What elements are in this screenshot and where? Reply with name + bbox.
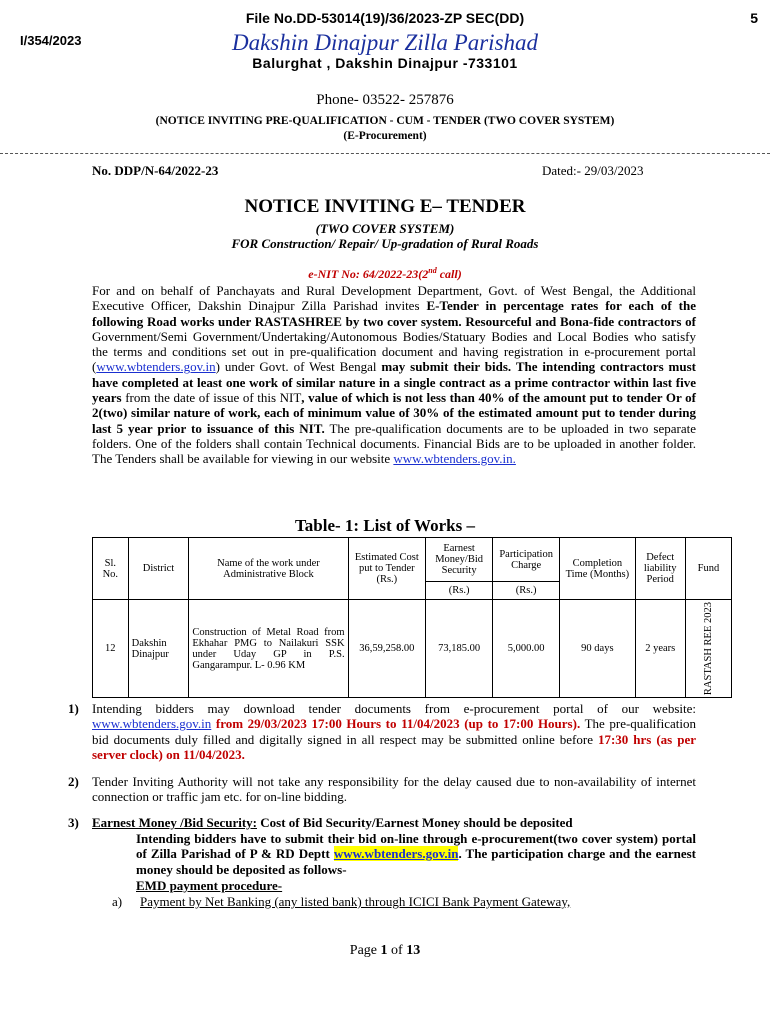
item-number-3: 3) [68, 815, 79, 830]
file-number: File No.DD-53014(19)/36/2023-ZP SEC(DD) [245, 10, 525, 26]
wbtenders-link[interactable]: www.wbtenders.gov.in [96, 359, 216, 375]
header-earnest-money: Earnest Money/Bid Security [426, 538, 493, 582]
header-sl-no: Sl. No. [93, 538, 129, 600]
subtitle-system: (TWO COVER SYSTEM) [315, 221, 455, 236]
item-3-heading: Earnest Money /Bid Security: Cost of Bid Security/Earnest Money should be deposited [92, 815, 573, 830]
cell-estimated-cost: 36,59,258.00 [348, 600, 426, 698]
header-divider [0, 153, 770, 154]
cell-participation-charge: 5,000.00 [493, 600, 560, 698]
item-number-1: 1) [68, 701, 79, 716]
header-participation-charge: Participation Charge [493, 538, 560, 582]
item-letter-a: a) [112, 894, 123, 909]
cell-sl-no: 12 [93, 600, 129, 698]
subtitle-purpose: FOR Construction/ Repair/ Up-gradation of Rural Roads [231, 236, 539, 251]
page-footer: Page 1 of 13 [349, 943, 421, 958]
wbtenders-link-2[interactable]: www.wbtenders.gov.in. [393, 451, 516, 467]
header-fund: Fund [685, 538, 731, 600]
cell-defect-liability: 2 years [635, 600, 685, 698]
phone-number: Phone- 03522- 257876 [316, 92, 454, 108]
cell-district: Dakshin Dinajpur [128, 600, 189, 698]
page-title: NOTICE INVITING E– TENDER [244, 196, 526, 217]
header-district: District [128, 538, 189, 600]
table-title: Table- 1: List of Works – [295, 516, 475, 535]
intro-paragraph: For and on behalf of Panchayats and Rural Development Department, Govt. of West Bengal, the Additional Executive Officer, Dakshin Dinajpur Zilla Parishad invites E-Tender in percentage rates for each of the following Road works under RASTASHREE by two cover system. Resourceful and Bona-fide contractors of Government/Semi Government/Undertaking/Autonomous Bodies/Statuary Bodies and Local Bodies who satisfy the terms and conditions set out in pre-qualification document and having registration in e-procurement portal (www.wbtenders.gov.in) under Govt. of West Bengal may submit their bids. The intending contractors must have completed at least one work of similar nature in a single contract as a prime contractor within last five years from the date of issue of this NIT, value of which is not less than 40% of the amount put to tender Or of 2(two) similar nature of work, each of minimum value of 30% of the estimated amount put to tender during last 5 year prior to issuance of this NIT. The pre-qualification documents are to be uploaded in two separate folders. One of the folders shall contain Technical documents. Financial Bids are to be uploaded in another folder. The Tenders shall be available for viewing in our website www.wbtenders.gov.in. [92, 283, 696, 467]
cell-completion-time: 90 days [560, 600, 635, 698]
cell-work-name: Construction of Metal Road from Ekhahar PMG to Nailakuri SSK under Uday GP in P.S. Gangarampur. L- 0.96 KM [189, 600, 348, 698]
item-number-2: 2) [68, 774, 79, 789]
works-table [92, 537, 732, 698]
notice-ref-no: No. DDP/N-64/2022-23 [92, 163, 219, 178]
cell-earnest-money: 73,185.00 [426, 600, 493, 698]
notice-type: (NOTICE INVITING PRE-QUALIFICATION - CUM - TENDER (TWO COVER SYSTEM) [155, 115, 615, 127]
header-completion-time: Completion Time (Months) [560, 538, 635, 600]
header-defect-liability: Defect liability Period [635, 538, 685, 600]
header-emd-unit: (Rs.) [426, 582, 493, 600]
enit-number: e-NIT No: 64/2022-23(2nd call) [308, 266, 462, 281]
organization-address: Balurghat , Dakshin Dinajpur -733101 [252, 55, 518, 71]
header-estimated-cost: Estimated Cost put to Tender (Rs.) [348, 538, 426, 600]
organization-name: Dakshin Dinajpur Zilla Parishad [231, 30, 539, 55]
page-number-top: 5 [750, 10, 758, 26]
item-a-text: Payment by Net Banking (any listed bank) through ICICI Bank Payment Gateway, [140, 894, 571, 909]
item-3-body: Intending bidders have to submit their bid on-line through e-procurement(two cover system) portal of Zilla Parishad of P & RD Deptt www.wbtenders.gov.in. The participation charge and the earnest money should be deposited as follows- [136, 831, 696, 877]
table-row [93, 600, 732, 698]
table-header-row [93, 538, 732, 582]
e-procurement-label: (E-Procurement) [343, 130, 427, 142]
emd-procedure-heading: EMD payment procedure- [136, 878, 283, 893]
wbtenders-link-3[interactable]: www.wbtenders.gov.in [92, 716, 212, 732]
reference-number: I/354/2023 [20, 33, 82, 48]
item-2-text: Tender Inviting Authority will not take any responsibility for the delay caused due to non-availability of internet connection or traffic jam etc. for on-line bidding. [92, 774, 696, 805]
wbtenders-link-4[interactable]: www.wbtenders.gov.in [333, 846, 459, 862]
notice-date: Dated:- 29/03/2023 [542, 163, 644, 178]
cell-fund [685, 600, 731, 698]
fund-text: RASTASH REE 2023 [702, 602, 714, 696]
item-1-text: Intending bidders may download tender documents from e-procurement portal of our website: www.wbtenders.gov.in from 29/03/2023 17:00 Hours to 11/04/2023 (up to 17:00 Hours). The pre-qualification bid documents duly filled and digitally signed in all respect may be submitted online before 17:30 hrs (as per server clock) on 11/04/2023. [92, 701, 696, 762]
header-work-name: Name of the work under Administrative Block [189, 538, 348, 600]
header-participation-unit: (Rs.) [493, 582, 560, 600]
